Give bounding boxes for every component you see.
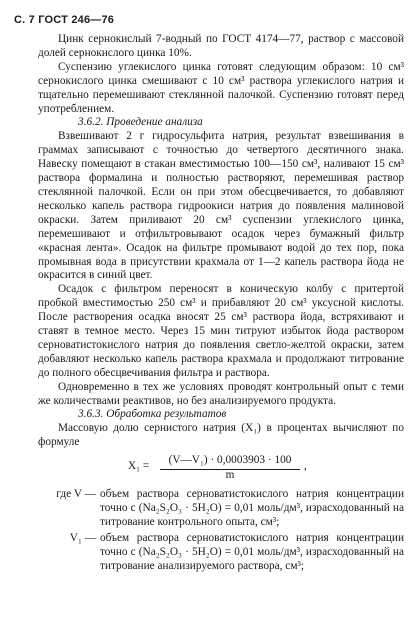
formula — [38, 454, 404, 482]
section-heading-3-6-2: 3.6.2. Проведение анализа — [78, 116, 203, 129]
paragraph: Взвешивают 2 г гидросульфита натрия, результат взвешивания в граммах записывают с точностью до четвертого десятичного знака. Навеску помещают в стакан вместимостью 100—150 см³, наливают 15 см³ раствора формалина и полностью растворяют, перемешивая раствор стеклянной палочкой. Если он при этом обесцвечивается, то добавляют несколько капель раствора гидроокиси натрия до появления малиновой окраски. Затем приливают 20 см³ суспензии углекислого цинка, перемешивают и отфильтровывают осадок через бумажный фильтр «красная лента». Осадок на фильтре промывают водой до тех пор, пока промывная вода в присутствии крахмала от 1—2 капель раствора йода не окрасится в синий цвет. — [38, 130, 404, 282]
document-body — [38, 33, 404, 576]
page-header: С. 7 ГОСТ 246—76 — [14, 14, 115, 26]
paragraph: Суспензию углекислого цинка готовят следующим образом: 10 см³ сернокислого цинка смешивают с 10 см³ раствора углекислого натрия и тщательно перемешивают стеклянной палочкой. Суспензию готовят перед употреблением. — [38, 60, 404, 115]
definition-symbol: где V — — [56, 488, 96, 501]
definition-item — [38, 532, 404, 574]
paragraph: Цинк сернокислый 7-водный по ГОСТ 4174—77, раствор с массовой долей сернокислого цинка 10%. — [38, 33, 404, 59]
definition-item — [38, 488, 404, 530]
definitions-list — [38, 488, 404, 573]
formula-tail: , — [304, 460, 307, 473]
formula-intro: Массовую долю сернистого натрия (X₁) в процентах вычисляют по формуле — [38, 422, 404, 449]
definition-symbol: V₁ — — [69, 531, 96, 544]
section-heading-3-6-3: 3.6.3. Обработка результатов — [78, 408, 227, 421]
paragraph: Осадок с фильтром переносят в коническую колбу с притертой пробкой вместимостью 250 см³ и прибавляют 20 см³ уксусной кислоты. После растворения осадка вносят 25 см³ раствора йода, встряхивают и ставят в темное место. Через 15 мин титруют избыток йода раствором серноватистокислого натрия до появления светло-желтой окраски, затем добавляют несколько капель раствора крахмала и продолжают титрование до полного обесцвечивания фильтра и раствора. — [38, 283, 404, 379]
definition-text: объем раствора серноватистокислого натрия концентрации точно c (Na₂S₂O₃ · 5H₂O) = 0,01 моль/дм³, израсходованный на титрование анализируемого раствора, см³; — [100, 531, 404, 572]
paragraph: Одновременно в тех же условиях проводят контрольный опыт с теми же количествами реактивов, но без анализируемого продукта. — [38, 380, 404, 407]
definition-text: объем раствора серноватистокислого натрия концентрации точно c (Na₂S₂O₃ · 5H₂O) = 0,01 моль/дм³, израсходованный на титрование контрольного опыта, см³; — [100, 488, 404, 528]
formula-denominator: m — [225, 469, 235, 482]
formula-numerator: (V—V₁) · 0,0003903 · 100 — [160, 454, 300, 470]
formula-lhs: X₁ = — [128, 460, 150, 473]
